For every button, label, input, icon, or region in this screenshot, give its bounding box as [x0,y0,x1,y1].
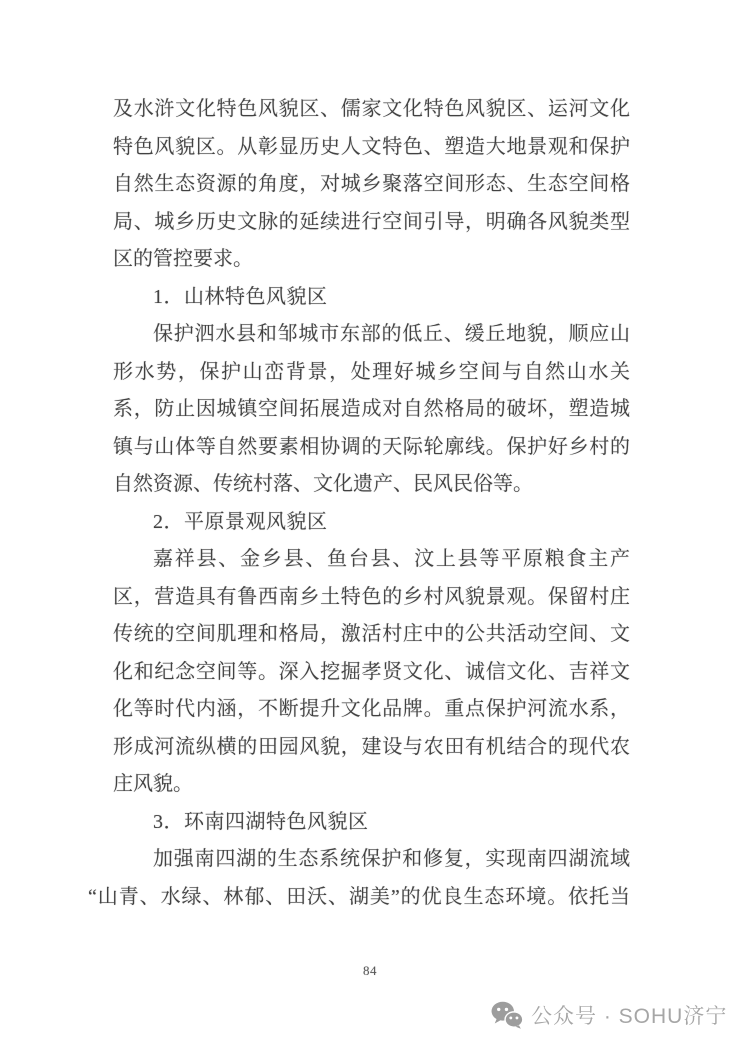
text-line: 自然生态资源的角度，对城乡聚落空间形态、生态空间格 [113,173,630,195]
text-line: 化等时代内涵，不断提升文化品牌。重点保护河流水系， [113,698,630,720]
text-line: “山青、水绿、林郁、田沃、湖美”的优良生态环境。依托当 [88,885,630,908]
text-line: 加强南四湖的生态系统保护和修复，实现南四湖流域 [153,848,630,870]
text-line: 及水浒文化特色风貌区、儒家文化特色风貌区、运河文化 [113,98,630,120]
watermark [491,1000,727,1030]
section-heading-1: 1．山林特色风貌区 [153,285,328,308]
text-line: 传统的空间肌理和格局，激活村庄中的公共活动空间、文 [113,623,630,645]
text-line: 镇与山体等自然要素相协调的天际轮廓线。保护好乡村的 [113,435,630,458]
text-line: 特色风貌区。从彰显历史人文特色、塑造大地景观和保护 [113,135,630,158]
text-line: 庄风貌。 [113,773,193,795]
section-heading-3: 3．环南四湖特色风貌区 [153,810,369,833]
text-line: 区，营造具有鲁西南乡土特色的乡村风貌景观。保留村庄 [113,585,630,608]
wechat-icon [491,1001,523,1029]
text-line: 形成河流纵横的田园风貌，建设与农田有机结合的现代农 [113,735,630,758]
text-line: 化和纪念空间等。深入挖掘孝贤文化、诚信文化、吉祥文 [113,660,630,683]
document-body [88,91,630,916]
page-number: 84 [363,963,377,978]
text-line: 局、城乡历史文脉的延续进行空间引导，明确各风貌类型 [113,210,630,233]
text-line: 自然资源、传统村落、文化遗产、民风民俗等。 [113,473,533,495]
text-line: 保护泗水县和邹城市东部的低丘、缓丘地貌，顺应山 [153,323,630,345]
text-line: 嘉祥县、金乡县、鱼台县、汶上县等平原粮食主产 [153,548,630,570]
watermark-text: 公众号 · SOHU济宁 [531,1005,728,1028]
section-heading-2: 2．平原景观风貌区 [153,510,328,533]
text-line: 形水势，保护山峦背景，处理好城乡空间与自然山水关 [113,360,630,383]
text-line: 系，防止因城镇空间拓展造成对自然格局的破坏，塑造城 [113,398,630,420]
text-line: 区的管控要求。 [113,248,253,270]
